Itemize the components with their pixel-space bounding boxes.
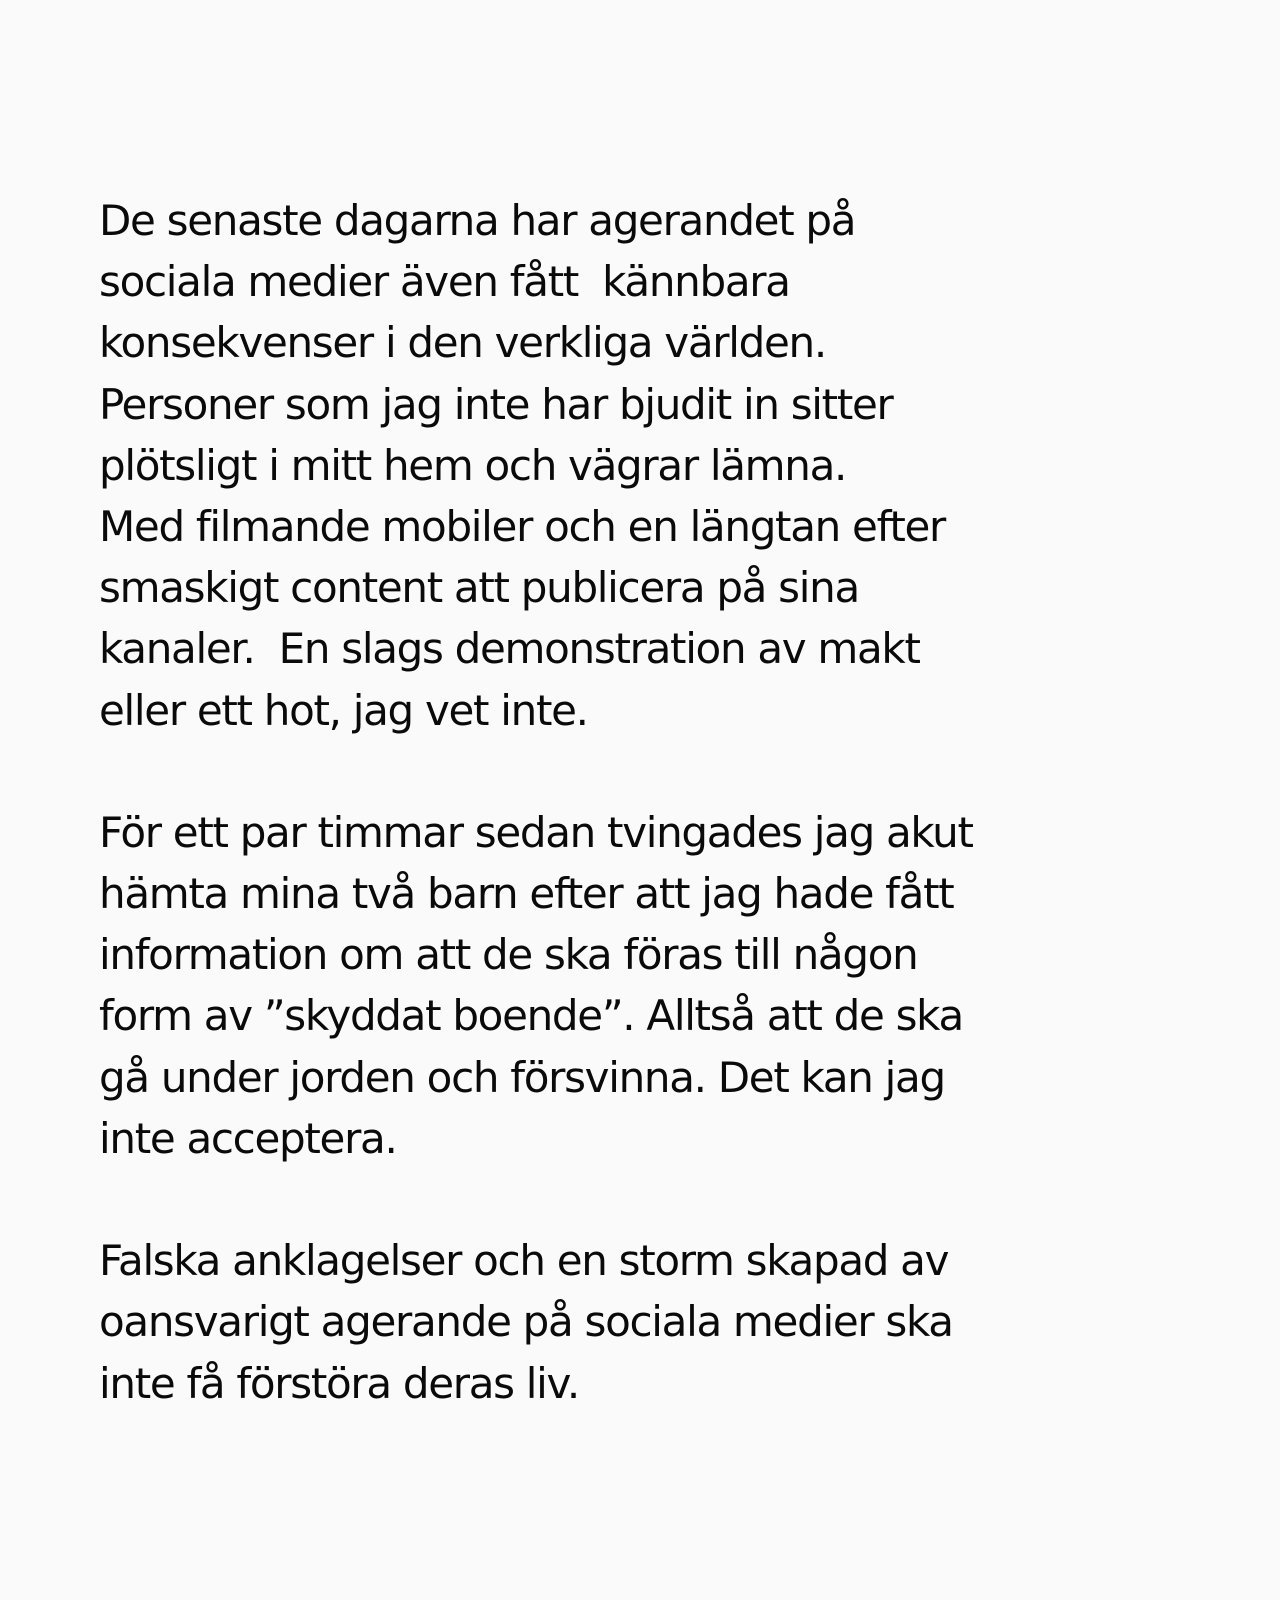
text-line: inte acceptera.	[99, 1113, 397, 1163]
text-line: eller ett hot, jag vet inte.	[99, 685, 588, 735]
text-line: Falska anklagelser och en storm skapad av	[99, 1236, 949, 1286]
text-line: Med filmande mobiler och en längtan efter	[99, 501, 945, 551]
paragraph-1	[99, 190, 1219, 741]
text-line: För ett par timmar sedan tvingades jag akut	[99, 807, 973, 857]
text-line: konsekvenser i den verkliga världen.	[99, 318, 826, 368]
text-line: hämta mina två barn efter att jag hade fått	[99, 869, 954, 919]
text-line: Personer som jag inte har bjudit in sitter	[99, 379, 893, 429]
text-line: information om att de ska föras till någon	[99, 930, 918, 980]
text-line: De senaste dagarna har agerandet på	[99, 196, 856, 245]
statement-text	[99, 190, 1219, 1414]
text-line: plötsligt i mitt hem och vägrar lämna.	[99, 440, 847, 490]
text-line: kanaler. En slags demonstration av makt	[99, 624, 920, 674]
text-line: smaskigt content att publicera på sina	[99, 563, 859, 613]
text-line: oansvarigt agerande på sociala medier ska	[99, 1297, 953, 1347]
paragraph-3	[99, 1230, 1219, 1414]
text-line: gå under jorden och försvinna. Det kan jag	[99, 1052, 945, 1102]
text-line: form av ”skyddat boende”. Alltså att de ska	[99, 991, 963, 1041]
text-line: sociala medier även fått kännbara	[99, 257, 790, 307]
paragraph-2	[99, 802, 1219, 1169]
text-line: inte få förstöra deras liv.	[99, 1358, 579, 1408]
